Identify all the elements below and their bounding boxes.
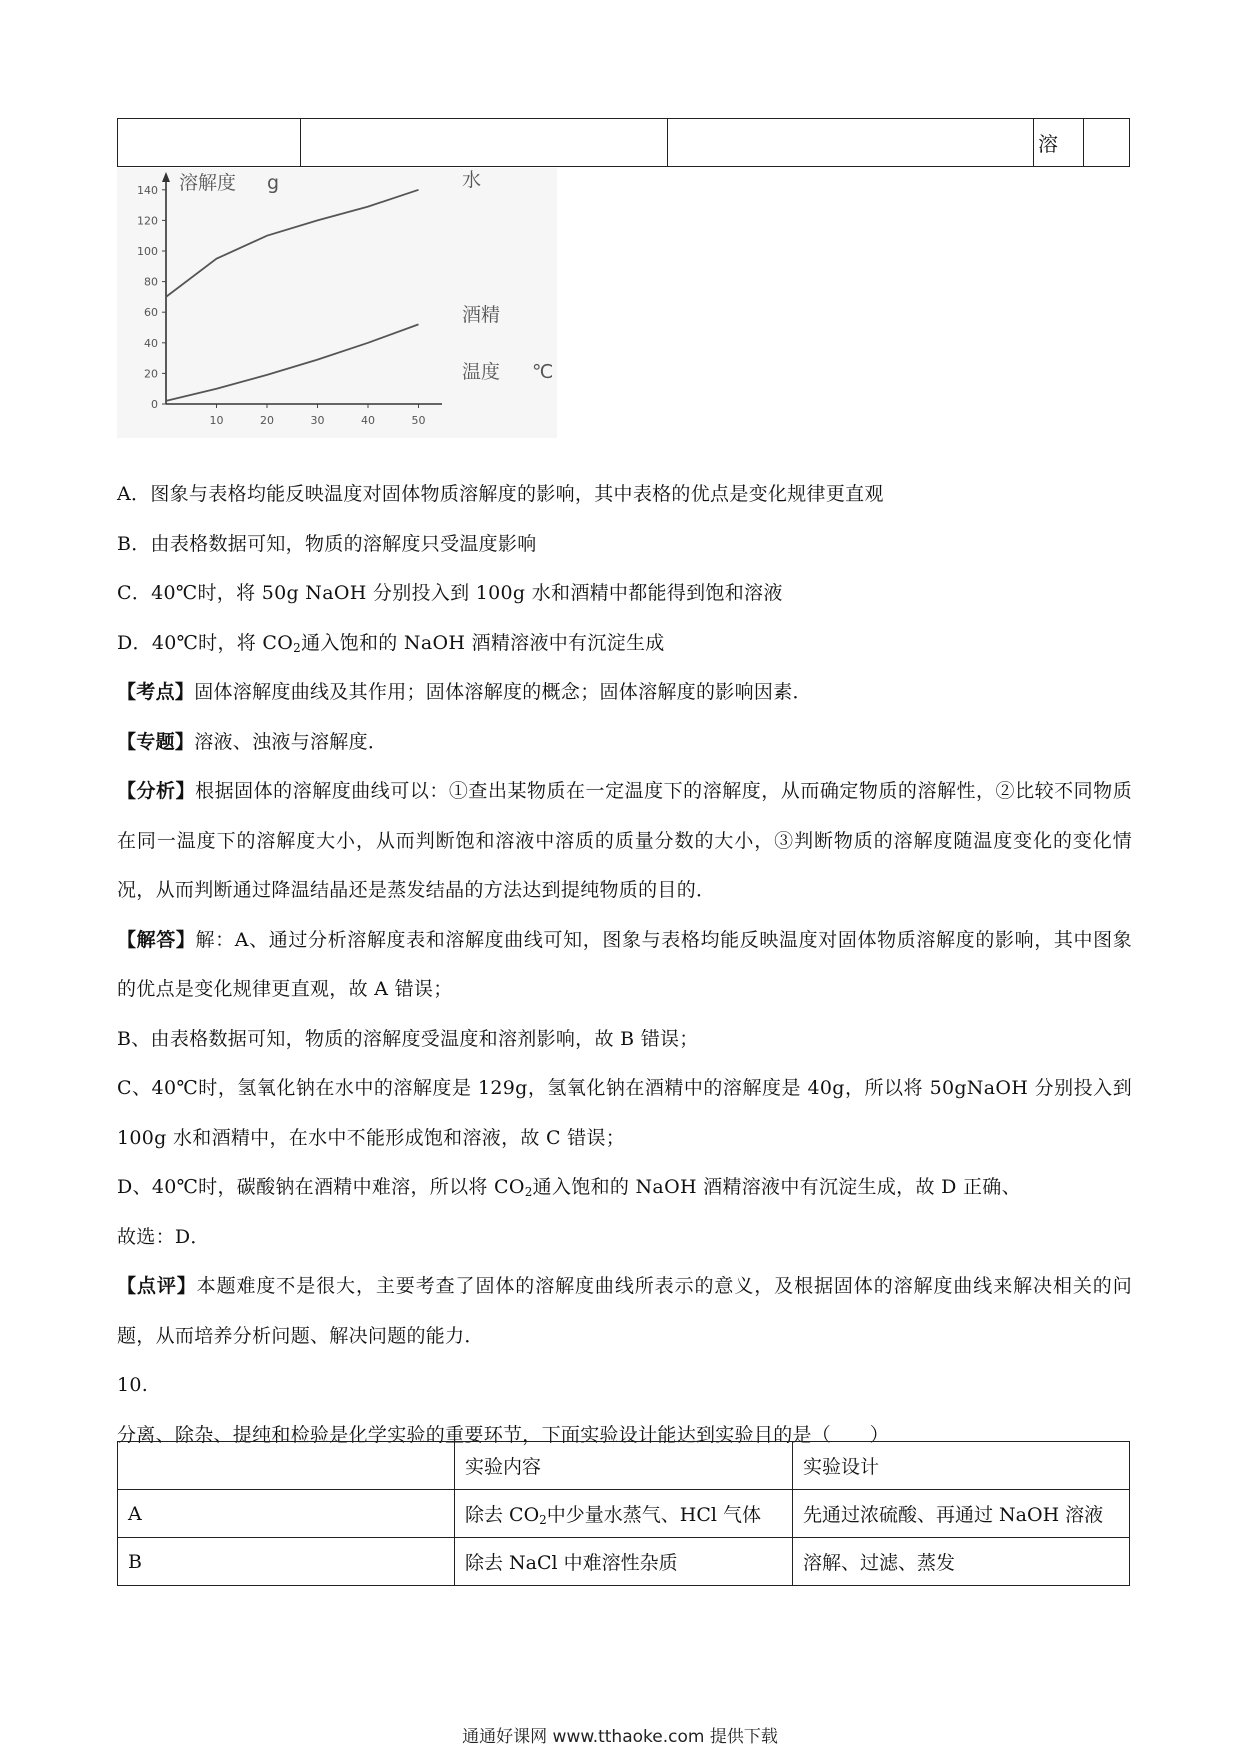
subscript: 2: [539, 1513, 547, 1527]
kaodian: [117, 668, 1132, 718]
row-a-design: 先通过浓硫酸、再通过 NaOH 溶液: [793, 1490, 1130, 1538]
jieda-c: C、40℃时，氢氧化钠在水中的溶解度是 129g，氢氧化钠在酒精中的溶解度是 40g，所以将 50gNaOH 分别投入到 100g 水和酒精中，在水中不能形成饱和溶液，故 C 错误；: [117, 1077, 1132, 1149]
fenxi: [117, 767, 1132, 916]
question-number: 10.: [117, 1374, 149, 1396]
footer: 通通好课网 www.tthaoke.com 提供下载: [462, 1727, 778, 1747]
table-cell: [668, 119, 1034, 167]
x-tick-label: 50: [411, 414, 426, 427]
kaodian-text: 固体溶解度曲线及其作用；固体溶解度的概念；固体溶解度的影响因素．: [194, 681, 812, 703]
jieda-d-text: D、40℃时，碳酸钠在酒精中难溶，所以将 CO: [117, 1176, 525, 1198]
zhuanti-text: 溶液、浊液与溶解度．: [194, 730, 388, 753]
fenxi-tag: 【分析】: [117, 780, 196, 802]
y-tick-label: 20: [144, 367, 158, 381]
y-axis-label: 溶解度: [179, 172, 237, 194]
header-design: 实验设计: [793, 1442, 1130, 1490]
jieda-b: B、由表格数据可知，物质的溶解度受温度和溶剂影响，故 B 错误；: [117, 1027, 699, 1050]
row-b-label: B: [118, 1538, 455, 1586]
table-row: [118, 1442, 1130, 1490]
y-tick-label: 100: [137, 245, 158, 258]
row-a-label: A: [118, 1490, 455, 1538]
y-tick-label: 0: [151, 398, 158, 411]
row-b-design: 溶解、过滤、蒸发: [793, 1538, 1130, 1586]
curve-water-label: 水: [462, 169, 482, 191]
table-cell: [118, 1442, 455, 1490]
jieda-d: [117, 1163, 1132, 1213]
header-content: 实验内容: [455, 1442, 793, 1490]
option-d-text: D．40℃时，将 CO: [117, 631, 294, 654]
solubility-chart: [117, 168, 557, 438]
fenxi-text: 根据固体的溶解度曲线可以：①查出某物质在一定温度下的溶解度，从而确定物质的溶解性，②比较不同物质在同一温度下的溶解度大小，从而判断饱和溶液中溶质的质量分数的大小，③判断物质的溶解度随温度变化的变化情况，从而判断通过降温结晶还是蒸发结晶的方法达到提纯物质的目的．: [117, 780, 1132, 901]
jieda-tag: 【解答】: [117, 928, 196, 951]
jieda-d-text-end: 通入饱和的 NaOH 酒精溶液中有沉淀生成，故 D 正确、: [532, 1176, 1021, 1198]
table-row: [118, 1490, 1130, 1538]
y-tick-label: 40: [144, 336, 158, 350]
zhuanti: [117, 718, 1132, 768]
jieda: [117, 916, 1132, 1015]
x-axis-label: 温度: [462, 361, 501, 383]
top-table-fragment: [117, 118, 1130, 167]
answer-select: 故选：D．: [117, 1225, 210, 1248]
row-a-content-text: 除去 CO: [465, 1504, 540, 1526]
question-stem: 分离、除杂、提纯和检验是化学实验的重要环节，下面实验设计能达到实验目的是（ ）: [117, 1423, 890, 1446]
option-d: [117, 619, 1132, 669]
option-b: B．由表格数据可知，物质的溶解度只受温度影响: [117, 532, 537, 555]
jieda-a-text: 解：A、通过分析溶解度表和溶解度曲线可知，图象与表格均能反映温度对固体物质溶解度的影响，其中图象的优点是变化规律更直观，故 A 错误；: [117, 928, 1133, 1000]
solution-content: [117, 470, 1132, 1460]
dianping-tag: 【点评】: [117, 1275, 197, 1297]
row-a-content-text-end: 中少量水蒸气、HCl 气体: [546, 1504, 762, 1526]
experiment-table: [117, 1441, 1130, 1586]
x-tick-label: 40: [361, 414, 375, 427]
x-axis-unit: ℃: [532, 361, 554, 383]
row-b-content: 除去 NaCl 中难溶性杂质: [455, 1538, 793, 1586]
table-cell: [1084, 119, 1130, 167]
table-row: [118, 1538, 1130, 1586]
curve-alcohol-label: 酒精: [462, 304, 501, 326]
x-tick-label: 10: [209, 414, 224, 427]
zhuanti-tag: 【专题】: [117, 730, 195, 753]
y-tick-label: 140: [137, 183, 158, 197]
kaodian-tag: 【考点】: [117, 681, 195, 703]
dianping-text: 本题难度不是很大，主要考查了固体的溶解度曲线所表示的意义，及根据固体的溶解度曲线来解决相关的问题，从而培养分析问题、解决问题的能力．: [117, 1275, 1132, 1347]
x-tick-label: 30: [310, 414, 325, 427]
subscript: 2: [293, 640, 302, 655]
option-d-text-end: 通入饱和的 NaOH 酒精溶液中有沉淀生成: [301, 631, 665, 654]
option-c: C．40℃时，将 50g NaOH 分别投入到 100g 水和酒精中都能得到饱和溶液: [117, 582, 783, 604]
y-tick-label: 120: [137, 214, 158, 228]
y-tick-label: 60: [144, 306, 158, 320]
x-tick-label: 20: [260, 414, 274, 427]
subscript: 2: [524, 1185, 533, 1199]
dianping: [117, 1262, 1132, 1361]
row-a-content: [455, 1490, 793, 1538]
table-cell-text: 溶: [1034, 119, 1084, 167]
y-axis-unit: g: [267, 172, 280, 194]
table-cell: [301, 119, 668, 167]
y-tick-label: 80: [144, 275, 158, 289]
option-a: A．图象与表格均能反映温度对固体物质溶解度的影响，其中表格的优点是变化规律更直观: [117, 483, 884, 505]
table-cell: [118, 119, 301, 167]
